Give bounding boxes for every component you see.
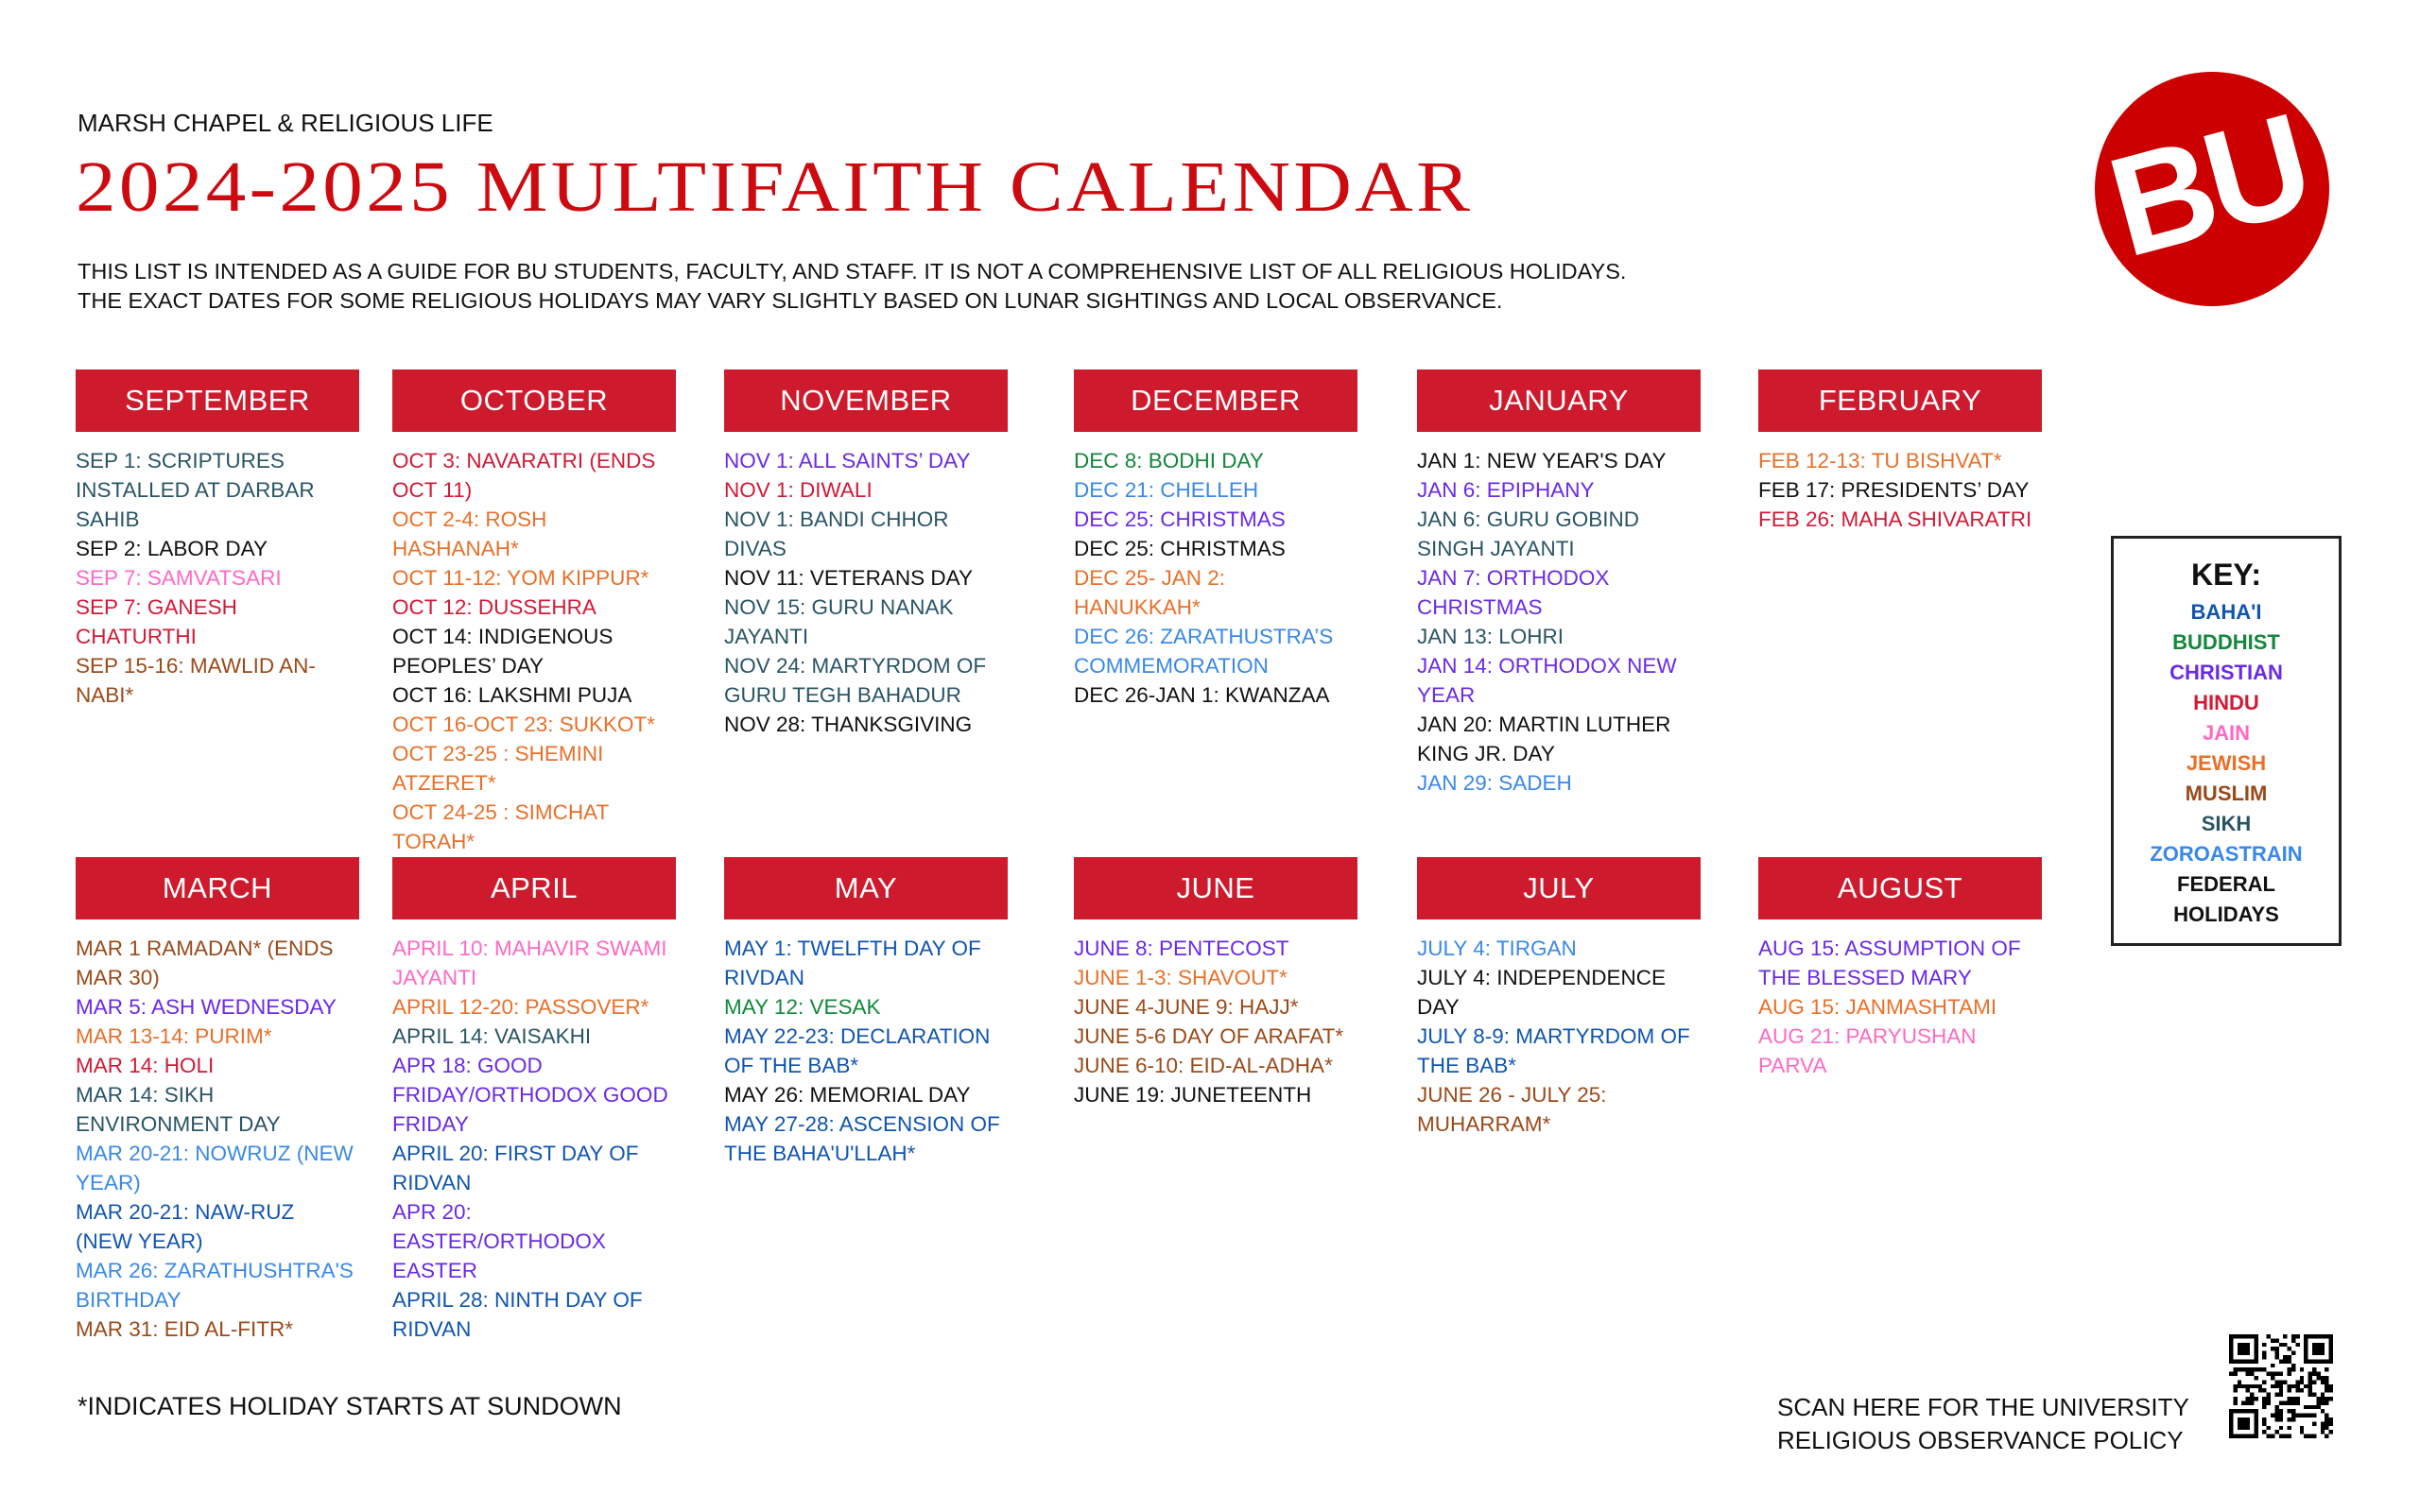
organization-name: MARSH CHAPEL & RELIGIOUS LIFE: [78, 109, 493, 137]
holiday-entry: JAN 7: ORTHODOX CHRISTMAS: [1417, 566, 1610, 619]
holiday-entry: MAY 26: MEMORIAL DAY: [724, 1083, 971, 1107]
holiday-entry: NOV 1: DIWALI: [724, 478, 873, 502]
holiday-entry: OCT 14: INDIGENOUS PEOPLES’ DAY: [392, 625, 614, 678]
holiday-entry: APRIL 14: VAISAKHI: [392, 1024, 592, 1048]
holiday-entry: MAY 12: VESAK: [724, 995, 881, 1019]
holiday-entry: APRIL 10: MAHAVIR SWAMI JAYANTI: [392, 936, 667, 989]
holiday-entry: NOV 1: ALL SAINTS’ DAY: [724, 449, 971, 472]
holiday-entry: JUNE 5-6 DAY OF ARAFAT*: [1074, 1024, 1344, 1048]
month-february: [1758, 369, 2042, 534]
holiday-entry: MAR 20-21: NOWRUZ (NEW YEAR): [76, 1142, 354, 1194]
month-header: OCTOBER: [392, 369, 676, 432]
holiday-list: [76, 446, 359, 710]
holiday-entry: MAY 1: TWELFTH DAY OF RIVDAN: [724, 936, 981, 989]
bu-logo: [2094, 71, 2330, 307]
holiday-entry: JUNE 19: JUNETEENTH: [1074, 1083, 1312, 1107]
intro-line: THE EXACT DATES FOR SOME RELIGIOUS HOLIDAYS MAY VARY SLIGHTLY BASED ON LUNAR SIGHTINGS AND LOCAL OBSERVANCE.: [78, 288, 1503, 313]
intro-line: THIS LIST IS INTENDED AS A GUIDE FOR BU STUDENTS, FACULTY, AND STAFF. IT IS NOT A COMPREHENSIVE LIST OF ALL RELIGIOUS HOLIDAYS.: [78, 259, 1627, 284]
holiday-entry: NOV 11: VETERANS DAY: [724, 566, 973, 590]
holiday-entry: MAY 27-28: ASCENSION OF THE BAHA'U'LLAH*: [724, 1112, 1000, 1165]
page-title: 2024-2025 MULTIFAITH CALENDAR: [76, 147, 1474, 227]
holiday-entry: JAN 29: SADEH: [1417, 771, 1572, 795]
holiday-list: [392, 446, 676, 856]
holiday-entry: FEB 26: MAHA SHIVARATRI: [1758, 507, 2032, 531]
holiday-entry: OCT 16-OCT 23: SUKKOT*: [392, 713, 655, 736]
holiday-entry: JUNE 1-3: SHAVOUT*: [1074, 966, 1288, 989]
holiday-entry: NOV 24: MARTYRDOM OF GURU TEGH BAHADUR: [724, 654, 987, 707]
holiday-list: [724, 934, 1008, 1168]
key-item-federal: FEDERAL: [2177, 872, 2275, 896]
holiday-list: [1758, 446, 2042, 534]
holiday-entry: JAN 20: MARTIN LUTHER KING JR. DAY: [1417, 713, 1671, 765]
holiday-entry: JUNE 4-JUNE 9: HAJJ*: [1074, 995, 1299, 1019]
holiday-list: [1758, 934, 2042, 1080]
month-header: DECEMBER: [1074, 369, 1357, 432]
key-item-buddhist: BUDDHIST: [2172, 630, 2280, 654]
holiday-entry: OCT 11-12: YOM KIPPUR*: [392, 566, 649, 590]
holiday-entry: SEP 2: LABOR DAY: [76, 537, 268, 560]
month-june: [1074, 857, 1357, 1109]
scan-line: SCAN HERE FOR THE UNIVERSITY: [1777, 1393, 2189, 1421]
holiday-entry: DEC 26-JAN 1: KWANZAA: [1074, 683, 1330, 707]
holiday-entry: AUG 15: ASSUMPTION OF THE BLESSED MARY: [1758, 936, 2021, 989]
holiday-entry: JAN 1: NEW YEAR'S DAY: [1417, 449, 1667, 472]
holiday-entry: SEP 7: GANESH CHATURTHI: [76, 595, 237, 648]
month-header: JUNE: [1074, 857, 1357, 919]
holiday-list: [724, 446, 1008, 739]
holiday-entry: JAN 6: GURU GOBIND SINGH JAYANTI: [1417, 507, 1640, 560]
holiday-list: [1417, 446, 1701, 798]
month-august: [1758, 857, 2042, 1080]
holiday-entry: OCT 23-25 : SHEMINI ATZERET*: [392, 742, 604, 795]
month-header: FEBRUARY: [1758, 369, 2042, 432]
holiday-entry: MAR 13-14: PURIM*: [76, 1024, 272, 1048]
month-header: APRIL: [392, 857, 676, 919]
key-item-sikh: SIKH: [2201, 812, 2252, 835]
key-item-zoroastrian: ZOROASTRAIN: [2150, 842, 2303, 866]
month-march: [76, 857, 359, 1344]
holiday-list: [392, 934, 676, 1344]
holiday-entry: JAN 13: LOHRI: [1417, 625, 1564, 648]
holiday-entry: DEC 25: CHRISTMAS: [1074, 537, 1286, 560]
sundown-footnote: *INDICATES HOLIDAY STARTS AT SUNDOWN: [78, 1392, 622, 1420]
bu-logo-text: BU: [2094, 83, 2323, 287]
holiday-list: [1417, 934, 1701, 1139]
holiday-entry: AUG 21: PARYUSHAN PARVA: [1758, 1024, 1977, 1077]
intro-text: [78, 257, 1626, 316]
holiday-entry: OCT 2-4: ROSH HASHANAH*: [392, 507, 547, 560]
holiday-entry: DEC 25: CHRISTMAS: [1074, 507, 1286, 531]
holiday-entry: FEB 17: PRESIDENTS’ DAY: [1758, 478, 2030, 502]
holiday-entry: APR 18: GOOD FRIDAY/ORTHODOX GOOD FRIDAY: [392, 1054, 668, 1136]
key-item-federal: HOLIDAYS: [2173, 902, 2279, 926]
month-october: [392, 369, 676, 856]
key-title: KEY:: [2190, 558, 2262, 592]
key-item-christian: CHRISTIAN: [2169, 661, 2283, 684]
holiday-entry: JAN 14: ORTHODOX NEW YEAR: [1417, 654, 1677, 707]
holiday-entry: JULY 4: TIRGAN: [1417, 936, 1577, 960]
holiday-list: [1074, 934, 1357, 1109]
month-april: [392, 857, 676, 1344]
month-december: [1074, 369, 1357, 710]
holiday-entry: MAR 26: ZARATHUSHTRA'S BIRTHDAY: [76, 1259, 354, 1312]
month-header: AUGUST: [1758, 857, 2042, 919]
holiday-entry: APR 20: EASTER/ORTHODOX EASTER: [392, 1200, 606, 1282]
holiday-entry: OCT 12: DUSSEHRA: [392, 595, 596, 619]
holiday-entry: JUNE 8: PENTECOST: [1074, 936, 1289, 960]
holiday-entry: APRIL 28: NINTH DAY OF RIDVAN: [392, 1288, 643, 1341]
month-november: [724, 369, 1008, 739]
holiday-entry: JUNE 26 - JULY 25: MUHARRAM*: [1417, 1083, 1607, 1136]
holiday-entry: MAR 5: ASH WEDNESDAY: [76, 995, 337, 1019]
holiday-list: [76, 934, 359, 1344]
key-item-jewish: JEWISH: [2186, 751, 2267, 775]
holiday-entry: DEC 26: ZARATHUSTRA’S COMMEMORATION: [1074, 625, 1334, 678]
holiday-entry: OCT 24-25 : SIMCHAT TORAH*: [392, 800, 610, 853]
holiday-entry: SEP 7: SAMVATSARI: [76, 566, 282, 590]
holiday-entry: SEP 15-16: MAWLID AN- NABI*: [76, 654, 316, 707]
holiday-entry: OCT 16: LAKSHMI PUJA: [392, 683, 632, 707]
holiday-entry: FEB 12-13: TU BISHVAT*: [1758, 449, 2002, 472]
holiday-entry: JULY 8-9: MARTYRDOM OF THE BAB*: [1417, 1024, 1690, 1077]
holiday-entry: MAR 14: HOLI: [76, 1054, 215, 1077]
key-item-bahai: BAHA'I: [2190, 600, 2262, 624]
holiday-entry: JULY 4: INDEPENDENCE DAY: [1417, 966, 1666, 1019]
holiday-entry: MAR 31: EID AL-FITR*: [76, 1317, 294, 1341]
month-header: SEPTEMBER: [76, 369, 359, 432]
holiday-entry: DEC 25- JAN 2: HANUKKAH*: [1074, 566, 1226, 619]
holiday-list: [1074, 446, 1357, 710]
holiday-entry: MAY 22-23: DECLARATION OF THE BAB*: [724, 1024, 991, 1077]
holiday-entry: MAR 14: SIKH ENVIRONMENT DAY: [76, 1083, 281, 1136]
month-january: [1417, 369, 1701, 798]
key-item-muslim: MUSLIM: [2185, 782, 2268, 805]
month-header: MARCH: [76, 857, 359, 919]
holiday-entry: DEC 21: CHELLEH: [1074, 478, 1259, 502]
scan-instructions: [1777, 1391, 2189, 1457]
holiday-entry: OCT 3: NAVARATRI (ENDS OCT 11): [392, 449, 656, 502]
holiday-entry: NOV 1: BANDI CHHOR DIVAS: [724, 507, 949, 560]
holiday-entry: AUG 15: JANMASHTAMI: [1758, 995, 1997, 1019]
month-july: [1417, 857, 1701, 1139]
holiday-entry: NOV 28: THANKSGIVING: [724, 713, 973, 736]
month-header: MAY: [724, 857, 1008, 919]
holiday-entry: NOV 15: GURU NANAK JAYANTI: [724, 595, 954, 648]
holiday-entry: MAR 20-21: NAW-RUZ (NEW YEAR): [76, 1200, 295, 1253]
faith-color-key: [2111, 536, 2342, 946]
month-may: [724, 857, 1008, 1168]
month-september: [76, 369, 359, 710]
scan-line: RELIGIOUS OBSERVANCE POLICY: [1777, 1426, 2184, 1454]
holiday-entry: MAR 1 RAMADAN* (ENDS MAR 30): [76, 936, 334, 989]
holiday-entry: JUNE 6-10: EID-AL-ADHA*: [1074, 1054, 1333, 1077]
holiday-entry: DEC 8: BODHI DAY: [1074, 449, 1264, 472]
month-header: JANUARY: [1417, 369, 1701, 432]
holiday-entry: SEP 1: SCRIPTURES INSTALLED AT DARBAR SAHIB: [76, 449, 315, 531]
holiday-entry: APRIL 12-20: PASSOVER*: [392, 995, 649, 1019]
holiday-entry: APRIL 20: FIRST DAY OF RIDVAN: [392, 1142, 639, 1194]
holiday-entry: JAN 6: EPIPHANY: [1417, 478, 1595, 502]
key-item-jain: JAIN: [2202, 721, 2251, 745]
month-header: JULY: [1417, 857, 1701, 919]
qr-code-icon[interactable]: [2229, 1334, 2333, 1438]
key-item-hindu: HINDU: [2193, 691, 2259, 714]
month-header: NOVEMBER: [724, 369, 1008, 432]
